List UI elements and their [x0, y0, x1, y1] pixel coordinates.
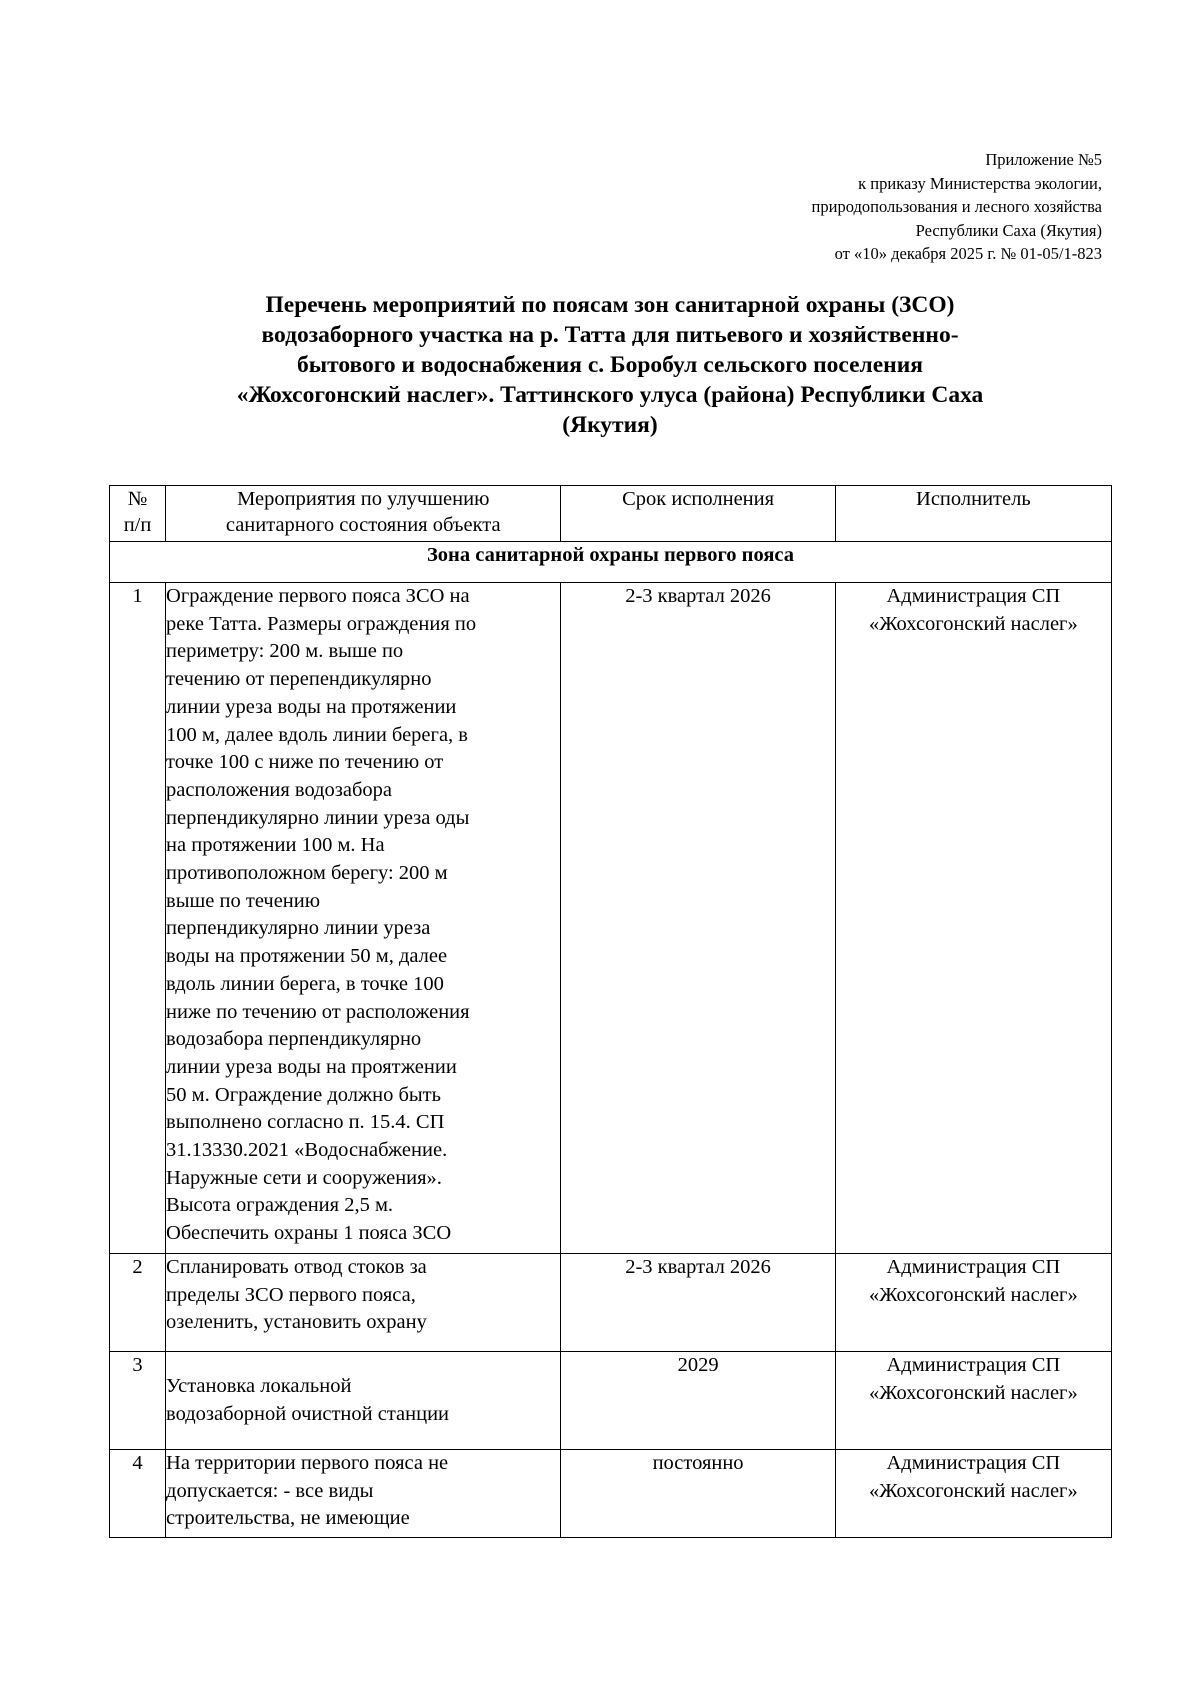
action-line: выше по течению	[166, 889, 321, 912]
row-executor	[835, 1352, 1111, 1450]
table-header-row	[110, 486, 1112, 542]
executor-line: Администрация СП	[886, 585, 1061, 607]
row-term: постоянно	[561, 1450, 835, 1538]
action-line: Наружные сети и сооружения».	[166, 1166, 442, 1189]
action-line: перпендикулярно линии уреза	[166, 917, 431, 940]
zone-row	[110, 542, 1112, 583]
action-line: Спланировать отвод стоков за	[166, 1256, 427, 1278]
header-num	[110, 486, 166, 542]
action-line: озеленить, установить охрану	[166, 1311, 427, 1334]
row-term: 2-3 квартал 2026	[561, 1254, 835, 1352]
row-num: 2	[110, 1254, 166, 1352]
row-term: 2-3 квартал 2026	[561, 583, 835, 1254]
table-row	[110, 1352, 1112, 1450]
table-row	[110, 583, 1112, 1254]
action-line: строительства, не имеющие	[166, 1507, 410, 1530]
action-line: воды на протяжении 50 м, далее	[166, 945, 448, 968]
action-line: 100 м, далее вдоль линии берега, в	[166, 723, 468, 746]
action-line: перпендикулярно линии уреза оды	[166, 806, 470, 829]
row-num: 1	[110, 583, 166, 1254]
action-line: выполнено согласно п. 15.4. СП	[166, 1111, 445, 1134]
action-line: На территории первого пояса не	[166, 1452, 449, 1474]
action-line: пределы ЗСО первого пояса,	[166, 1283, 416, 1306]
executor-line: Администрация СП	[886, 1354, 1061, 1376]
header-action-line: санитарного состояния объекта	[225, 514, 501, 536]
header-num-line: п/п	[123, 514, 152, 536]
row-action	[166, 583, 561, 1254]
row-executor	[835, 583, 1111, 1254]
action-line: допускается: - все виды	[166, 1479, 374, 1502]
header-executor: Исполнитель	[835, 486, 1111, 542]
executor-line: «Жохсогонский наслег»	[868, 1381, 1078, 1404]
row-executor	[835, 1450, 1111, 1538]
row-executor	[835, 1254, 1111, 1352]
action-line: расположения водозабора	[166, 778, 393, 801]
action-line: Установка локальной	[166, 1374, 352, 1397]
row-num: 3	[110, 1352, 166, 1450]
executor-line: Администрация СП	[886, 1256, 1061, 1278]
title-line: водозаборного участка на р. Татта для питьевого и хозяйственно-	[261, 322, 959, 348]
header-action-line: Мероприятия по улучшению	[237, 488, 490, 510]
action-line: противоположном берегу: 200 м	[166, 862, 448, 885]
appendix-line: природопользования и лесного хозяйства	[811, 197, 1102, 216]
action-line: Ограждение первого пояса ЗСО на	[166, 585, 470, 607]
row-action	[166, 1352, 561, 1450]
executor-line: Администрация СП	[886, 1452, 1061, 1474]
title-line: «Жохсогонский наслег». Таттинского улуса (района) Республики Саха	[236, 382, 984, 408]
row-num: 4	[110, 1450, 166, 1538]
title-line: (Якутия)	[562, 412, 658, 438]
action-line: Высота ограждения 2,5 м.	[166, 1194, 394, 1217]
executor-line: «Жохсогонский наслег»	[868, 1479, 1078, 1502]
executor-line: «Жохсогонский наслег»	[868, 1283, 1078, 1306]
header-num-line: №	[127, 488, 148, 510]
action-line: водозаборной очистной станции	[166, 1402, 450, 1425]
action-line: 50 м. Ограждение должно быть	[166, 1083, 441, 1106]
row-action	[166, 1254, 561, 1352]
row-term: 2029	[561, 1352, 835, 1450]
action-line: точке 100 с ниже по течению от	[166, 751, 444, 774]
title-line: Перечень мероприятий по поясам зон санитарной охраны (ЗСО)	[265, 292, 955, 318]
table-row	[110, 1450, 1112, 1538]
action-line: периметру: 200 м. выше по	[166, 640, 404, 663]
appendix-header	[502, 148, 1102, 266]
action-line: линии уреза воды на проятжении	[166, 1055, 457, 1078]
title-line: бытового и водоснабжения с. Боробул сельского поселения	[297, 352, 923, 378]
appendix-line: Республики Саха (Якутия)	[915, 220, 1102, 240]
action-line: течению от перепендикулярно	[166, 668, 432, 691]
executor-line: «Жохсогонский наслег»	[868, 612, 1078, 635]
action-line: линии уреза воды на протяжении	[166, 695, 457, 718]
appendix-line: от «10» декабря 2025 г. № 01-05/1-823	[834, 244, 1102, 263]
action-line: 31.13330.2021 «Водоснабжение.	[166, 1139, 448, 1162]
action-line: водозабора перпендикулярно	[166, 1028, 422, 1051]
appendix-line: к приказу Министерства экологии,	[858, 173, 1102, 193]
header-action	[166, 486, 561, 542]
row-action	[166, 1450, 561, 1538]
action-line: реке Татта. Размеры ограждения по	[166, 612, 477, 635]
table-row	[110, 1254, 1112, 1352]
action-line: Обеспечить охраны 1 пояса ЗСО	[166, 1222, 452, 1245]
appendix-line: Приложение №5	[985, 150, 1102, 169]
document-title	[130, 290, 1090, 440]
action-line: на протяжении 100 м. На	[166, 834, 385, 857]
action-line: ниже по течению от расположения	[166, 1000, 470, 1023]
header-term: Срок исполнения	[561, 486, 835, 542]
zone-title: Зона санитарной охраны первого пояса	[110, 542, 1112, 583]
action-line: вдоль линии берега, в точке 100	[166, 972, 444, 995]
events-table	[109, 485, 1112, 1538]
